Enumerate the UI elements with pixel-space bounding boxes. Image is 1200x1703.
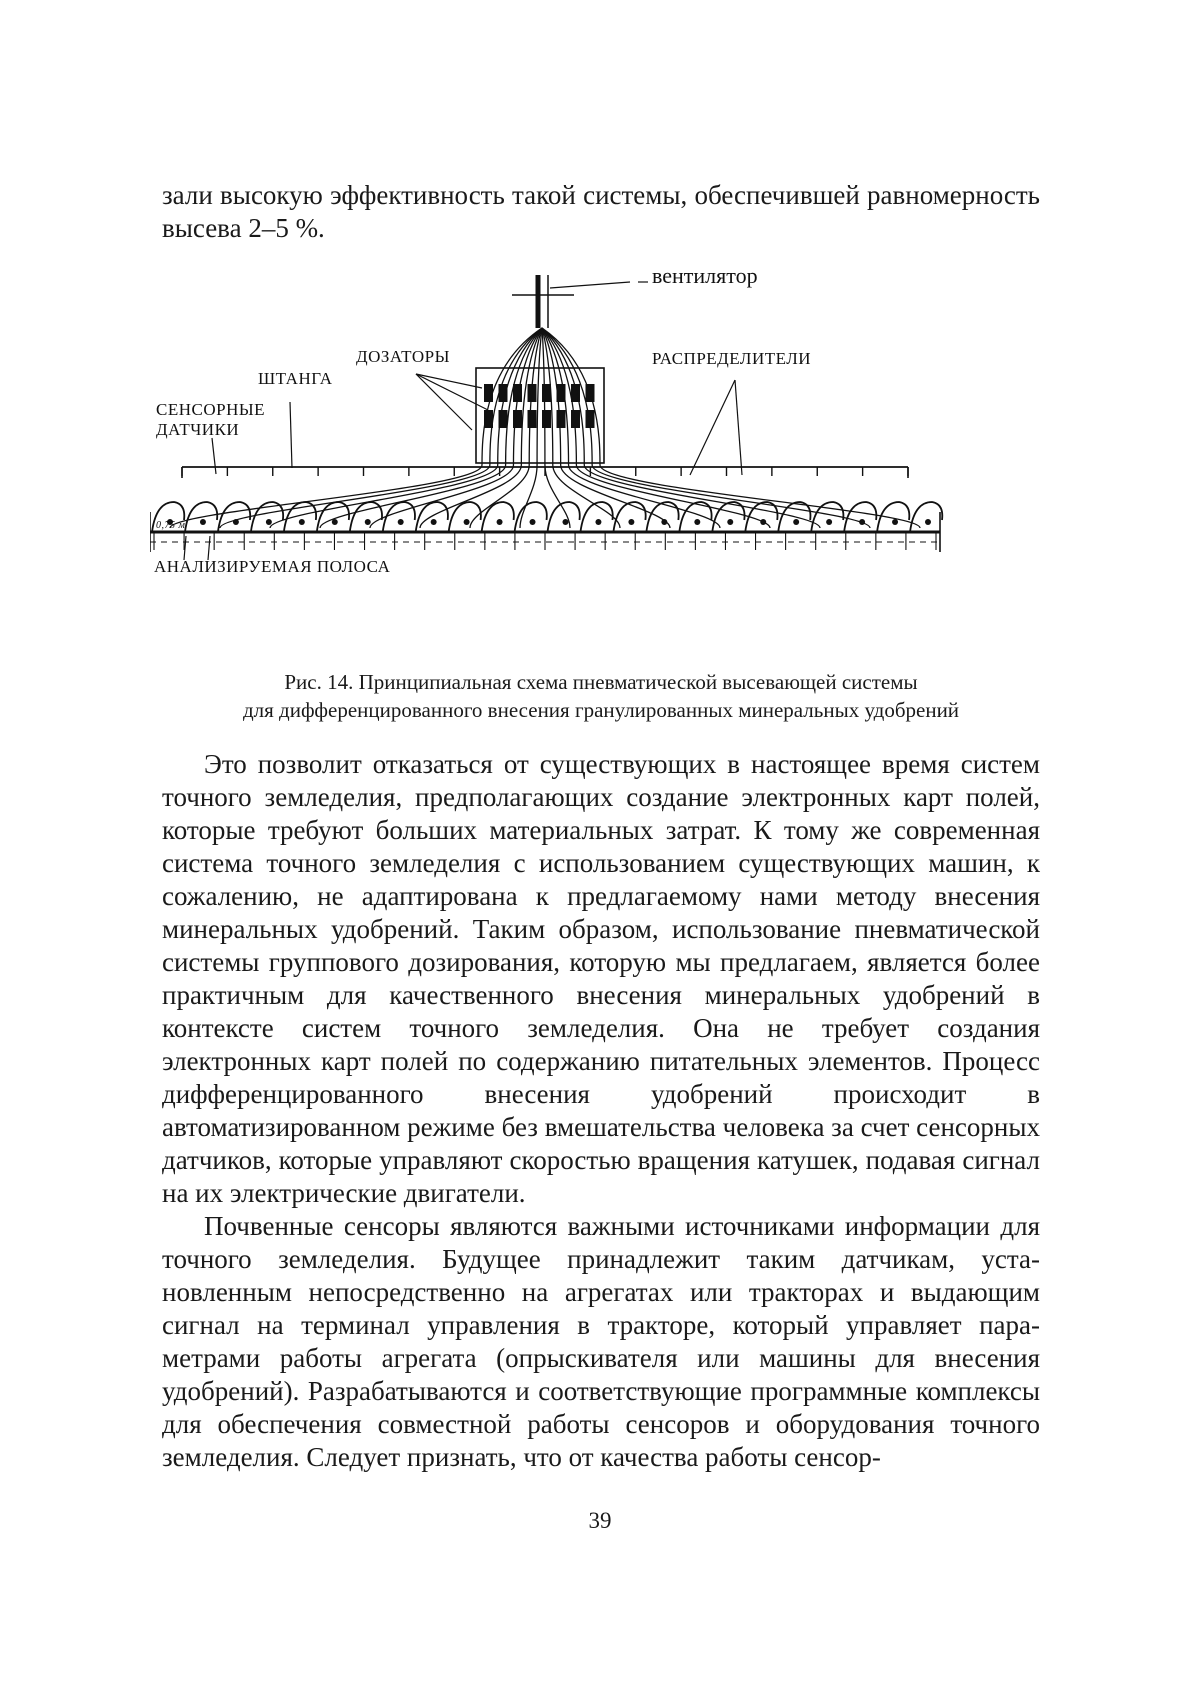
distributor-arc [580,502,612,532]
distributor-arc [482,502,514,532]
outlet-dot [431,519,437,525]
body-text [162,748,1040,1474]
outlet-dot [562,519,568,525]
air-tube [542,328,620,528]
outlet-dot [530,519,536,525]
outlet-dot [859,519,865,525]
fan-label: вентилятор [652,270,758,289]
paragraph-1: Это позволит отказаться от существующих в настоящее время систем точного земледелия, предполагающих создание электронных карт полей, которые требуют больших материальных затрат. К тому же современная система точного земледелия с использованием существующих машин, к сожалению, не адаптирована к предлагаемому нами методу внесения минеральных удобрений. Таким образом, использование пневматической системы группового дозирования, которую мы предлагаем, является более практичным для качественного внесения минеральных удобрений в контексте систем точного земледелия. Она не требует создания электронных карт полей по содержанию питательных элементов. Процесс дифференцированного внесения удобрений происходит в автоматизированном режиме без вмешательства человека за счет сенсорных датчиков, которые управляют скоростью вращения катушек, подавая сигнал на их электрические двигатели. [162,749,1040,1208]
distributor-arc [646,502,678,532]
outlet-dot [826,519,832,525]
outlet-dot [233,519,239,525]
dispenser-block [542,410,551,428]
distributors-label: РАСПРЕДЕЛИТЕЛИ [652,349,812,368]
caption-line-2: для дифференцированного внесения гранулированных минеральных удобрений [242,698,960,722]
distributor-arc [844,502,876,532]
outlet-dot [398,519,404,525]
distributor-arc [877,502,909,532]
outlet-dot [628,519,634,525]
outlet-dot [793,519,799,525]
dispenser-block [484,384,493,402]
dispensers-label: ДОЗАТОРЫ [356,347,450,366]
boom-label: ШТАНГА [258,369,333,388]
dispenser-block [557,410,566,428]
sensors-label-line2: ДАТЧИКИ [156,420,240,439]
paragraph-2: Почвенные сенсоры являются важными источниками информации для точного земледелия. Будущее принадлежит таким датчикам, установленным непосредственно на агрегатах или тракторах и выдающим сигнал на терминал управления в тракторе, который управляет параметрами работы агрегата (опрыскивателя или машины для внесения удобрений). Разрабатываются и соответствующие программные комплексы для обеспечения совместной работы сенсоров и оборудования точного земледелия. Следует признать, что от качества работы сенсор- [162,1211,1040,1472]
outlet-dot [365,519,371,525]
outlet-dot [332,519,338,525]
outlet-dot [464,519,470,525]
dispenser-block [528,410,537,428]
intro-text: зали высокую эффективность такой системы, обеспечившей равномерность высева 2–5 %. [162,180,1040,243]
dispenser-block [499,384,508,402]
outlet-dot [694,519,700,525]
outlet-dot [497,519,503,525]
outlet-dot [661,519,667,525]
outlet-dot [925,519,931,525]
page-number: 39 [588,1508,612,1533]
pneumatic-system-diagram [150,270,1050,630]
distributor-arc [383,502,415,532]
distributor-arc [613,502,645,532]
distributor-arc [712,502,744,532]
outlet-dot [595,519,601,525]
outlet-dot [299,519,305,525]
outlet-dot [200,519,206,525]
intro-paragraph [162,179,1040,245]
analyzed-strip-label: АНАЛИЗИРУЕМАЯ ПОЛОСА [154,557,391,576]
outlet-dot [727,519,733,525]
outlet-dot [266,519,272,525]
caption-line-1: Рис. 14. Принципиальная схема пневматической высевающей системы [284,670,918,694]
outlet-dot [892,519,898,525]
strip-width-label: 0,75 м [156,520,186,531]
distributor-arc [547,502,579,532]
figure-caption [162,668,1040,724]
sensors-label-line1: СЕНСОРНЫЕ [156,400,266,419]
outlet-dot [760,519,766,525]
dispenser-block [542,384,551,402]
distributor-arc [910,502,942,532]
